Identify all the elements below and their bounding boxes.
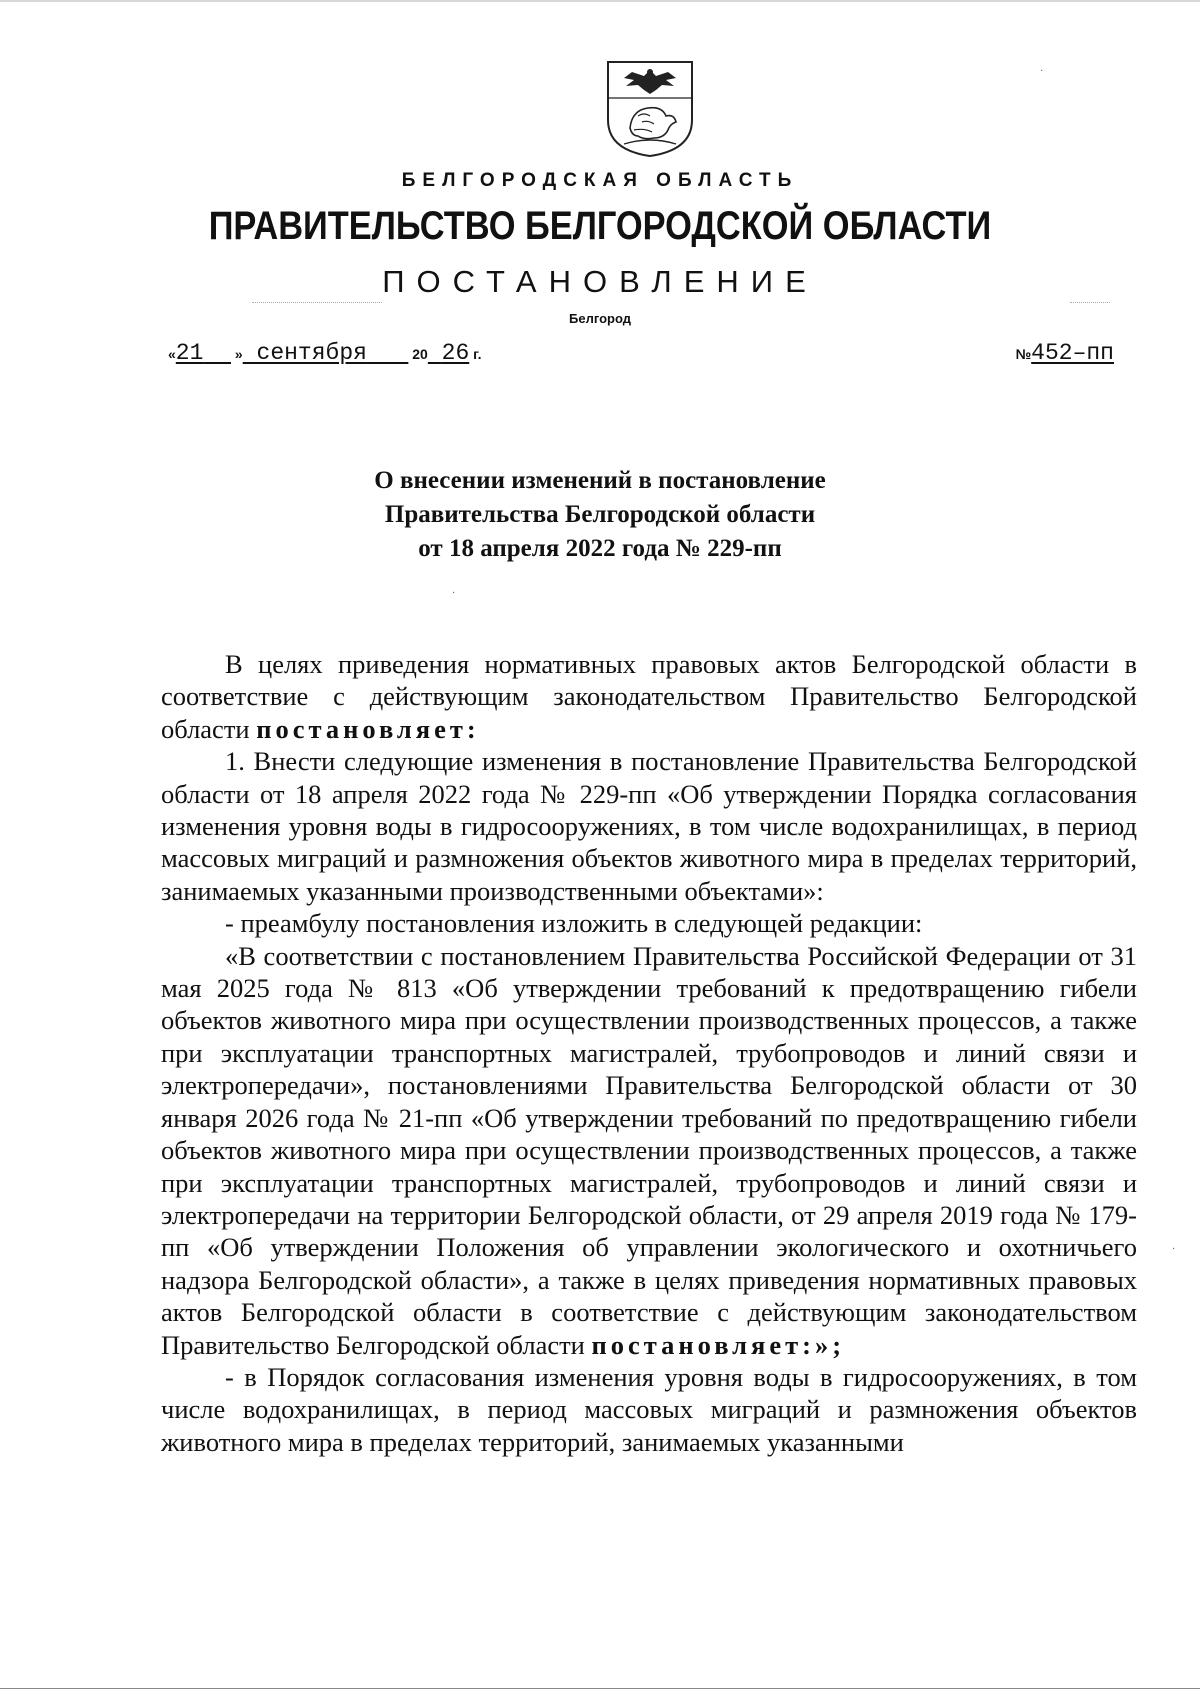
subject-line: О внесении изменений в постановление	[374, 467, 826, 494]
coat-of-arms-emblem	[604, 58, 696, 158]
document-date	[168, 340, 481, 366]
date-close-quote: »	[234, 346, 243, 362]
date-open-quote: «	[168, 346, 176, 362]
decree-word: постановляет:»;	[591, 1329, 846, 1360]
document-number	[1016, 340, 1114, 366]
scan-artifact-dot: ·	[1040, 66, 1044, 77]
number-value: 452–пп	[1031, 340, 1114, 366]
subject-line: от 18 апреля 2022 года № 229-пп	[418, 535, 782, 562]
scan-artifact-dot: ·	[452, 588, 456, 599]
page-top-edge	[0, 0, 1200, 2]
page-bottom-edge	[0, 1688, 1200, 1689]
body-paragraph	[161, 940, 1137, 1361]
date-year-suffix: 26	[441, 340, 470, 366]
scan-artifact-dot: ·	[1172, 1244, 1176, 1255]
document-type-title: ПОСТАНОВЛЕНИЕ	[382, 264, 818, 299]
city-label: Белгород	[569, 311, 631, 326]
subject-line: Правительства Белгородской области	[384, 501, 816, 528]
paragraph-text: В целях приведения нормативных правовых актов Белгородской области в соответствие с действующим законодательством Правительство Белгородской области	[161, 649, 1137, 744]
region-title: БЕЛГОРОДСКАЯ ОБЛАСТЬ	[401, 170, 799, 191]
government-title: ПРАВИТЕЛЬСТВО БЕЛГОРОДСКОЙ ОБЛАСТИ	[208, 204, 992, 248]
document-subject	[0, 464, 1200, 566]
date-month: сентября	[256, 340, 367, 366]
paragraph-text: «В соответствии с постановлением Правительства Российской Федерации от 31 мая 2025 года № 813 «Об утверждении требований к предотвращению гибели объектов животного мира при осуществлении производственных процессов, а также при эксплуатации транспортных магистралей, трубопроводов и линий связи и электропередачи», постановлениями Правительства Белгородской области от 30 января 2026 года № 21-пп «Об утверждении требований по предотвращению гибели объектов животного мира при осуществлении производственных процессов, а также при эксплуатации транспортных магистралей, трубопроводов и линий связи и электропередачи на территории Белгородской области, от 29 апреля 2019 года № 179-пп «Об утверждении Положения об управлении экологического и охотничьего надзора Белгородской области», а также в целях приведения нормативных правовых актов Белгородской области в соответствие с действующим законодательством Правительство Белгородской области	[161, 940, 1137, 1360]
body-paragraph: - в Порядок согласования изменения уровня воды в гидросооружениях, в том числе водохранилищах, в период массовых миграций и размножения объектов животного мира в пределах территорий, занимаемых указанными	[161, 1361, 1137, 1457]
body-paragraph: - преамбулу постановления изложить в следующей редакции:	[225, 908, 923, 939]
date-year-mark: г.	[473, 346, 482, 362]
number-prefix: №	[1015, 346, 1032, 362]
document-body	[161, 648, 1137, 1458]
scan-artifact-line	[252, 302, 382, 305]
decree-word: постановляет:	[256, 713, 480, 744]
body-paragraph	[161, 648, 1137, 745]
body-paragraph: 1. Внести следующие изменения в постановление Правительства Белгородской области от 18 апреля 2022 года № 229-пп «Об утверждении Порядка согласования изменения уровня воды в гидросооружениях, в том числе водохранилищах, в период массовых миграций и размножения объектов животного мира в пределах территорий, занимаемых указанными производственными объектами»:	[161, 746, 1137, 906]
date-year-prefix: 20	[412, 346, 428, 362]
date-day: 21	[175, 340, 204, 366]
scan-artifact-line	[1070, 302, 1110, 305]
